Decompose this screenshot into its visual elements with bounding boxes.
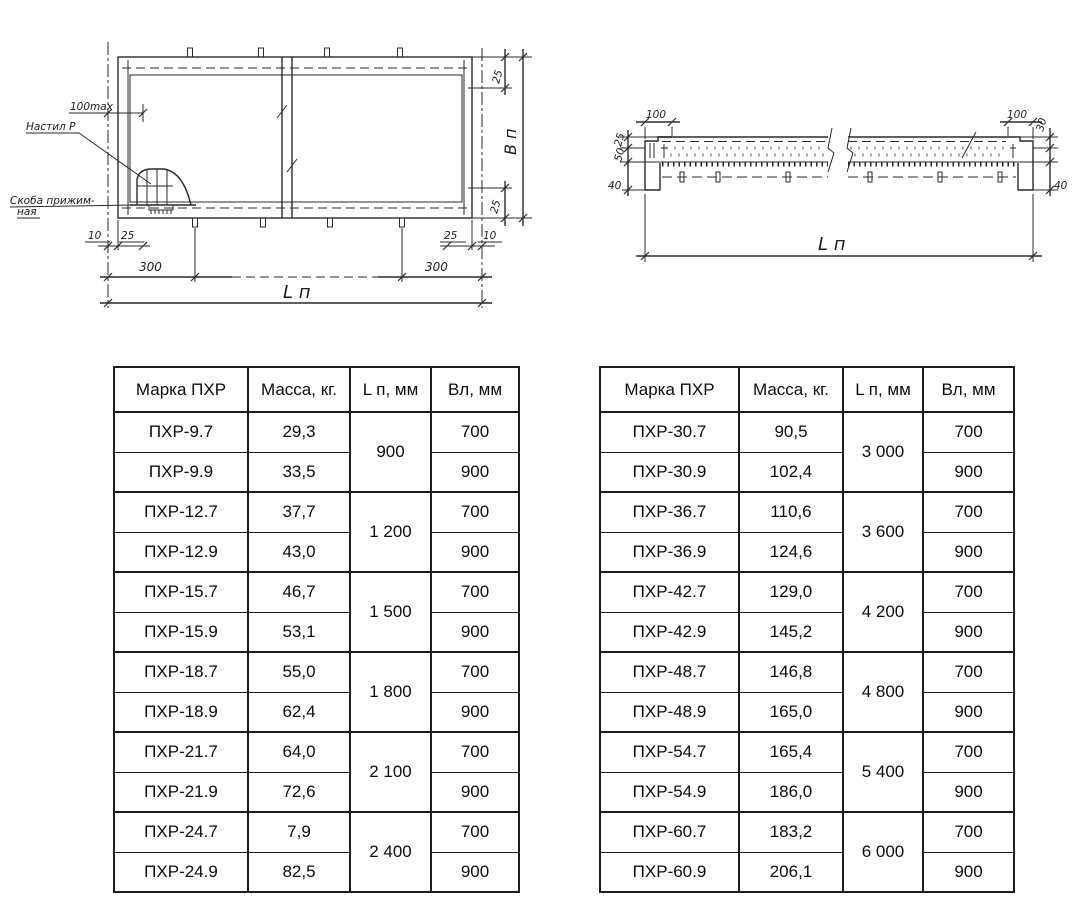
clamp-label-2: ная bbox=[17, 206, 37, 218]
width-cell: 700 bbox=[431, 412, 519, 452]
spec-table-left bbox=[113, 366, 520, 893]
dim-flange-bottom: 25 bbox=[488, 198, 504, 215]
dim-section-length: L п bbox=[818, 234, 846, 255]
clamp-label: Скоба прижим- bbox=[10, 195, 95, 207]
width-cell: 900 bbox=[431, 532, 519, 572]
width-cell: 900 bbox=[923, 532, 1014, 572]
mark-cell: ПХР-18.9 bbox=[114, 692, 248, 732]
table-row bbox=[114, 412, 519, 452]
mark-cell: ПХР-36.7 bbox=[600, 492, 739, 532]
length-cell: 3 600 bbox=[843, 492, 923, 572]
mass-cell: 82,5 bbox=[248, 852, 350, 892]
table-row bbox=[600, 492, 1014, 532]
mass-cell: 37,7 bbox=[248, 492, 350, 532]
mark-cell: ПХР-24.7 bbox=[114, 812, 248, 852]
column-header: L п, мм bbox=[350, 367, 431, 412]
table-row bbox=[600, 852, 1014, 892]
table-row bbox=[114, 492, 519, 532]
mark-cell: ПХР-18.7 bbox=[114, 652, 248, 692]
mark-cell: ПХР-12.7 bbox=[114, 492, 248, 532]
width-cell: 700 bbox=[431, 572, 519, 612]
mark-cell: ПХР-54.7 bbox=[600, 732, 739, 772]
width-cell: 700 bbox=[431, 732, 519, 772]
width-cell: 700 bbox=[923, 492, 1014, 532]
length-cell: 900 bbox=[350, 412, 431, 492]
dim-span-right: 300 bbox=[425, 260, 448, 274]
length-cell: 4 800 bbox=[843, 652, 923, 732]
dim-flange-top: 25 bbox=[490, 68, 506, 85]
dim-panel-length: L п bbox=[283, 282, 311, 303]
mass-cell: 64,0 bbox=[248, 732, 350, 772]
length-cell: 1 800 bbox=[350, 652, 431, 732]
dim-25: 25 bbox=[612, 131, 628, 148]
mass-cell: 53,1 bbox=[248, 612, 350, 652]
mark-cell: ПХР-54.9 bbox=[600, 772, 739, 812]
length-cell: 2 100 bbox=[350, 732, 431, 812]
mass-cell: 102,4 bbox=[739, 452, 843, 492]
mass-cell: 110,6 bbox=[739, 492, 843, 532]
length-cell: 1 500 bbox=[350, 572, 431, 652]
table-row bbox=[600, 412, 1014, 452]
mark-cell: ПХР-12.9 bbox=[114, 532, 248, 572]
mass-cell: 186,0 bbox=[739, 772, 843, 812]
width-cell: 700 bbox=[923, 732, 1014, 772]
table-row bbox=[114, 572, 519, 612]
mark-cell: ПХР-24.9 bbox=[114, 852, 248, 892]
column-header: L п, мм bbox=[843, 367, 923, 412]
dim-seat-left: 100 bbox=[646, 109, 667, 121]
table-row bbox=[600, 812, 1014, 852]
length-cell: 2 400 bbox=[350, 812, 431, 892]
table-row bbox=[600, 652, 1014, 692]
table-row bbox=[114, 532, 519, 572]
plan-view-drawing bbox=[0, 0, 580, 330]
mass-cell: 206,1 bbox=[739, 852, 843, 892]
width-cell: 900 bbox=[431, 612, 519, 652]
column-header: Вл, мм bbox=[923, 367, 1014, 412]
table-row bbox=[600, 692, 1014, 732]
width-cell: 700 bbox=[431, 492, 519, 532]
mark-cell: ПХР-48.9 bbox=[600, 692, 739, 732]
length-cell: 1 200 bbox=[350, 492, 431, 572]
table-row bbox=[114, 652, 519, 692]
mass-cell: 55,0 bbox=[248, 652, 350, 692]
length-cell: 3 000 bbox=[843, 412, 923, 492]
width-cell: 700 bbox=[923, 572, 1014, 612]
mark-cell: ПХР-9.7 bbox=[114, 412, 248, 452]
length-cell: 5 400 bbox=[843, 732, 923, 812]
width-cell: 700 bbox=[431, 812, 519, 852]
length-cell: 4 200 bbox=[843, 572, 923, 652]
width-cell: 700 bbox=[923, 652, 1014, 692]
table-row bbox=[600, 452, 1014, 492]
dim-seat-right: 100 bbox=[1007, 109, 1028, 121]
mark-cell: ПХР-15.7 bbox=[114, 572, 248, 612]
spec-table-right bbox=[599, 366, 1015, 893]
mark-cell: ПХР-30.7 bbox=[600, 412, 739, 452]
mark-cell: ПХР-21.9 bbox=[114, 772, 248, 812]
table-row bbox=[114, 612, 519, 652]
dim-40-right: 40 bbox=[1054, 180, 1068, 192]
width-cell: 700 bbox=[923, 812, 1014, 852]
dim-span-left: 300 bbox=[139, 260, 162, 274]
dim-edge-left: 10 bbox=[88, 230, 102, 242]
dim-inset-left: 25 bbox=[121, 230, 135, 242]
mass-cell: 146,8 bbox=[739, 652, 843, 692]
table-row bbox=[114, 812, 519, 852]
table-row bbox=[114, 732, 519, 772]
table-row bbox=[600, 532, 1014, 572]
mark-cell: ПХР-9.9 bbox=[114, 452, 248, 492]
dim-inset-right: 25 bbox=[444, 230, 458, 242]
mass-cell: 33,5 bbox=[248, 452, 350, 492]
mass-cell: 145,2 bbox=[739, 612, 843, 652]
table-row bbox=[600, 612, 1014, 652]
dim-50: 50 bbox=[612, 146, 628, 163]
mass-cell: 43,0 bbox=[248, 532, 350, 572]
mass-cell: 124,6 bbox=[739, 532, 843, 572]
column-header: Марка ПХР bbox=[114, 367, 248, 412]
table-row bbox=[114, 772, 519, 812]
width-cell: 900 bbox=[923, 692, 1014, 732]
table-row bbox=[114, 692, 519, 732]
mark-cell: ПХР-36.9 bbox=[600, 532, 739, 572]
table-row bbox=[600, 732, 1014, 772]
mark-cell: ПХР-15.9 bbox=[114, 612, 248, 652]
mass-cell: 29,3 bbox=[248, 412, 350, 452]
dim-40-left: 40 bbox=[608, 180, 622, 192]
width-cell: 900 bbox=[431, 772, 519, 812]
width-cell: 700 bbox=[431, 652, 519, 692]
mass-cell: 90,5 bbox=[739, 412, 843, 452]
width-cell: 900 bbox=[431, 692, 519, 732]
dim-panel-height: В п bbox=[501, 128, 520, 155]
plan-annotations bbox=[10, 68, 520, 303]
mass-cell: 129,0 bbox=[739, 572, 843, 612]
length-cell: 6 000 bbox=[843, 812, 923, 892]
mark-cell: ПХР-30.9 bbox=[600, 452, 739, 492]
mass-cell: 46,7 bbox=[248, 572, 350, 612]
width-cell: 700 bbox=[923, 412, 1014, 452]
table-row bbox=[600, 772, 1014, 812]
mark-cell: ПХР-48.7 bbox=[600, 652, 739, 692]
mark-cell: ПХР-60.9 bbox=[600, 852, 739, 892]
dim-offset-label: 100max bbox=[70, 101, 113, 113]
mass-cell: 7,9 bbox=[248, 812, 350, 852]
width-cell: 900 bbox=[431, 852, 519, 892]
mark-cell: ПХР-42.9 bbox=[600, 612, 739, 652]
width-cell: 900 bbox=[923, 852, 1014, 892]
mass-cell: 72,6 bbox=[248, 772, 350, 812]
table-row bbox=[114, 452, 519, 492]
column-header: Масса, кг. bbox=[739, 367, 843, 412]
mass-cell: 183,2 bbox=[739, 812, 843, 852]
table-row bbox=[600, 572, 1014, 612]
width-cell: 900 bbox=[431, 452, 519, 492]
width-cell: 900 bbox=[923, 612, 1014, 652]
mark-cell: ПХР-42.7 bbox=[600, 572, 739, 612]
deck-label: Настил Р bbox=[26, 121, 76, 133]
table-row bbox=[114, 852, 519, 892]
mark-cell: ПХР-60.7 bbox=[600, 812, 739, 852]
column-header: Масса, кг. bbox=[248, 367, 350, 412]
section-view-drawing bbox=[590, 70, 1086, 285]
plan-linework bbox=[10, 42, 532, 308]
column-header: Марка ПХР bbox=[600, 367, 739, 412]
column-header: Вл, мм bbox=[431, 367, 519, 412]
mass-cell: 62,4 bbox=[248, 692, 350, 732]
dim-30: 30 bbox=[1034, 116, 1050, 133]
mark-cell: ПХР-21.7 bbox=[114, 732, 248, 772]
mass-cell: 165,4 bbox=[739, 732, 843, 772]
width-cell: 900 bbox=[923, 452, 1014, 492]
mass-cell: 165,0 bbox=[739, 692, 843, 732]
dim-edge-right: 10 bbox=[483, 230, 497, 242]
width-cell: 900 bbox=[923, 772, 1014, 812]
